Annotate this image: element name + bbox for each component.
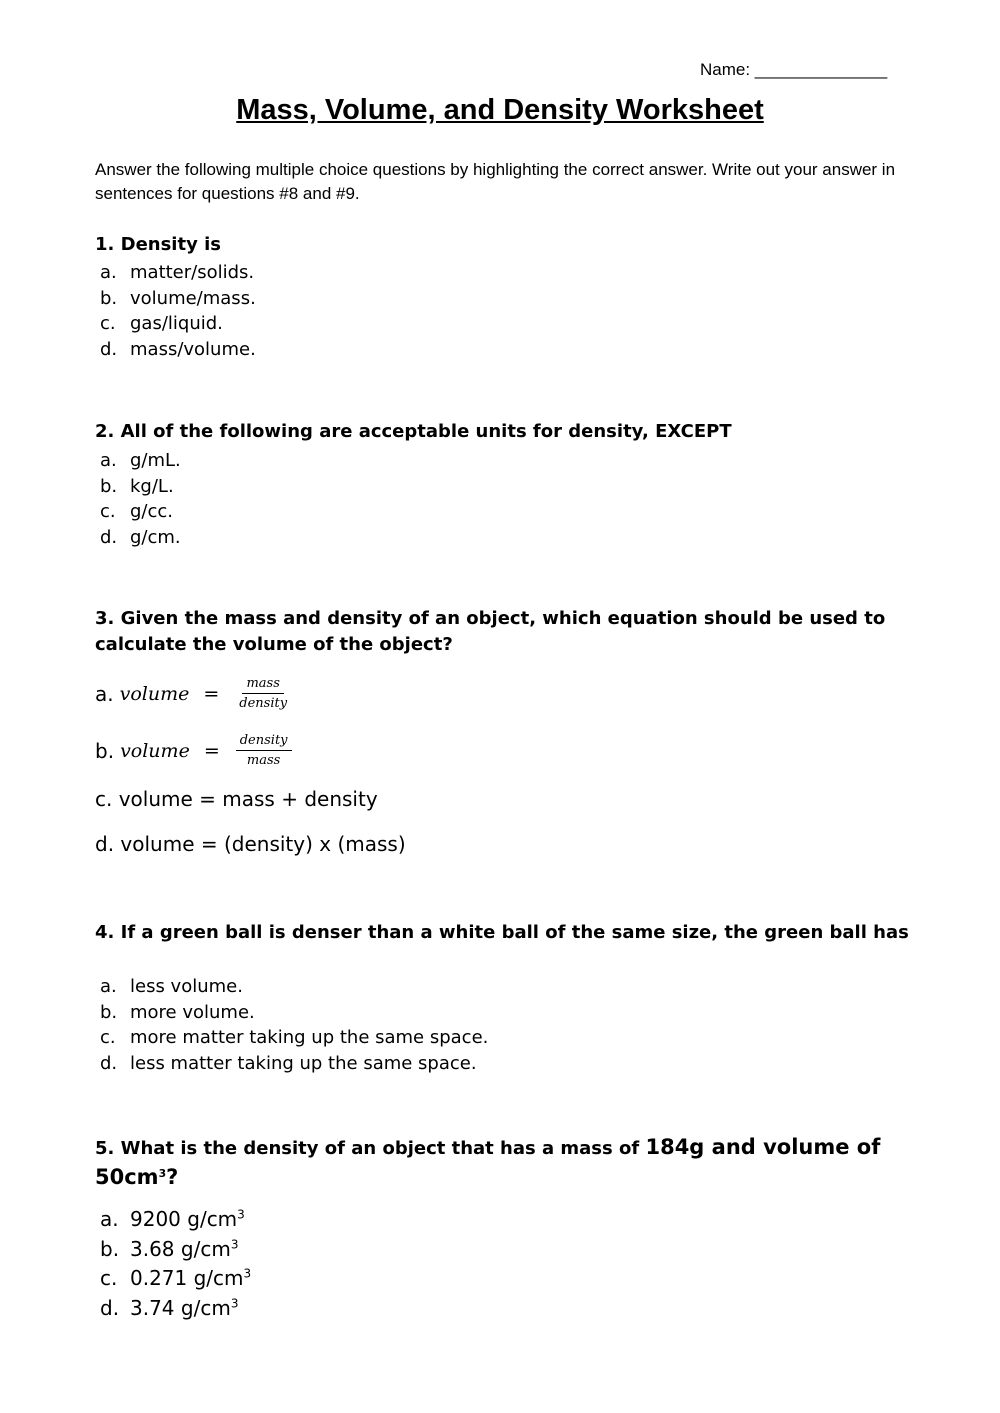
- option-text: less volume.: [130, 976, 243, 997]
- option-text: more volume.: [130, 1001, 255, 1023]
- question-5: [95, 1133, 915, 1193]
- option-1c[interactable]: [100, 311, 256, 337]
- option-letter: c.: [100, 1027, 116, 1049]
- superscript: 3: [158, 1167, 167, 1180]
- option-letter: a.: [100, 450, 117, 471]
- question-2-options: [100, 448, 181, 551]
- option-3b[interactable]: [95, 733, 292, 768]
- option-text: more matter taking up the same space.: [130, 1027, 489, 1049]
- option-3c[interactable]: c. volume = mass + density: [95, 787, 378, 811]
- option-5a[interactable]: [100, 1205, 251, 1235]
- option-2d[interactable]: [100, 525, 181, 551]
- option-text: volume/mass.: [130, 287, 256, 309]
- question-5-options: [100, 1205, 251, 1323]
- fraction-denominator: density: [239, 696, 288, 711]
- formula-equals: =: [203, 682, 220, 705]
- question-5-text-start: 5. What is the density of an object that has a mass of: [95, 1138, 646, 1159]
- superscript: 3: [237, 1207, 245, 1222]
- option-letter: a.: [100, 262, 117, 283]
- option-2c[interactable]: [100, 499, 181, 525]
- option-letter: b.: [100, 1236, 120, 1261]
- question-5-text-end: ?: [166, 1165, 179, 1189]
- question-1-options: [100, 260, 256, 363]
- option-letter: c.: [100, 313, 116, 335]
- option-1a[interactable]: [100, 260, 256, 286]
- formula-equals: =: [203, 739, 220, 762]
- option-letter: b.: [100, 287, 118, 309]
- superscript: 3: [243, 1266, 252, 1281]
- option-2b[interactable]: [100, 474, 181, 500]
- option-4a[interactable]: [100, 974, 488, 1000]
- option-text: 3.68 g/cm: [130, 1236, 231, 1261]
- option-text: g/cm.: [130, 527, 181, 549]
- option-5d[interactable]: [100, 1294, 251, 1324]
- fraction-numerator: density: [236, 733, 292, 751]
- option-text: 9200 g/cm: [130, 1207, 238, 1231]
- superscript: 3: [230, 1295, 239, 1310]
- option-5b[interactable]: [100, 1235, 251, 1265]
- question-5-values: 184g and volume of 50cm: [95, 1135, 881, 1189]
- option-letter: d.: [100, 339, 118, 361]
- option-letter: a.: [95, 681, 114, 706]
- option-text: gas/liquid.: [130, 313, 223, 335]
- option-letter: d.: [100, 527, 118, 549]
- option-text: matter/solids.: [130, 262, 255, 283]
- option-2a[interactable]: [100, 448, 181, 474]
- option-4c[interactable]: [100, 1025, 488, 1051]
- option-letter: b.: [100, 475, 118, 497]
- superscript: 3: [230, 1236, 239, 1251]
- formula-lhs: volume: [119, 682, 190, 705]
- option-text: 0.271 g/cm: [130, 1266, 244, 1290]
- question-2: 2. All of the following are acceptable units for density, EXCEPT: [95, 421, 732, 442]
- option-letter: a.: [100, 976, 117, 997]
- option-text: mass/volume.: [130, 339, 256, 361]
- option-letter: d.: [100, 1295, 120, 1320]
- question-4: 4. If a green ball is denser than a white ball of the same size, the green ball has: [95, 922, 909, 943]
- option-text: less matter taking up the same space.: [130, 1053, 477, 1075]
- option-letter: b.: [100, 1001, 118, 1023]
- option-text: 3.74 g/cm: [130, 1295, 231, 1320]
- option-text: g/mL.: [130, 450, 181, 471]
- option-3a[interactable]: [95, 676, 291, 711]
- formula-fraction: [236, 733, 292, 768]
- question-3: 3. Given the mass and density of an object, which equation should be used to calculate the volume of the object?: [95, 608, 886, 655]
- option-1d[interactable]: [100, 337, 256, 363]
- question-4-options: [100, 974, 488, 1077]
- option-4b[interactable]: [100, 1000, 488, 1026]
- formula-lhs: volume: [120, 739, 190, 762]
- option-1b[interactable]: [100, 286, 256, 312]
- option-letter: c.: [100, 501, 116, 523]
- option-text: kg/L.: [130, 475, 174, 497]
- option-letter: b.: [95, 738, 115, 763]
- option-3d[interactable]: d. volume = (density) x (mass): [95, 832, 406, 856]
- option-letter: c.: [100, 1266, 118, 1290]
- fraction-denominator: mass: [246, 753, 281, 768]
- formula-fraction: [235, 676, 291, 711]
- question-1: 1. Density is: [95, 234, 221, 255]
- option-4d[interactable]: [100, 1051, 488, 1077]
- fraction-numerator: mass: [242, 676, 283, 694]
- option-letter: d.: [100, 1053, 118, 1075]
- option-letter: a.: [100, 1207, 119, 1231]
- name-field-label: Name: ______________: [700, 60, 888, 79]
- option-5c[interactable]: [100, 1264, 251, 1294]
- instructions-text: Answer the following multiple choice questions by highlighting the correct answer. Write out your answer in sentences for questions #8 and #9.: [95, 160, 896, 203]
- worksheet-title: Mass, Volume, and Density Worksheet: [236, 94, 764, 126]
- option-text: g/cc.: [130, 501, 174, 523]
